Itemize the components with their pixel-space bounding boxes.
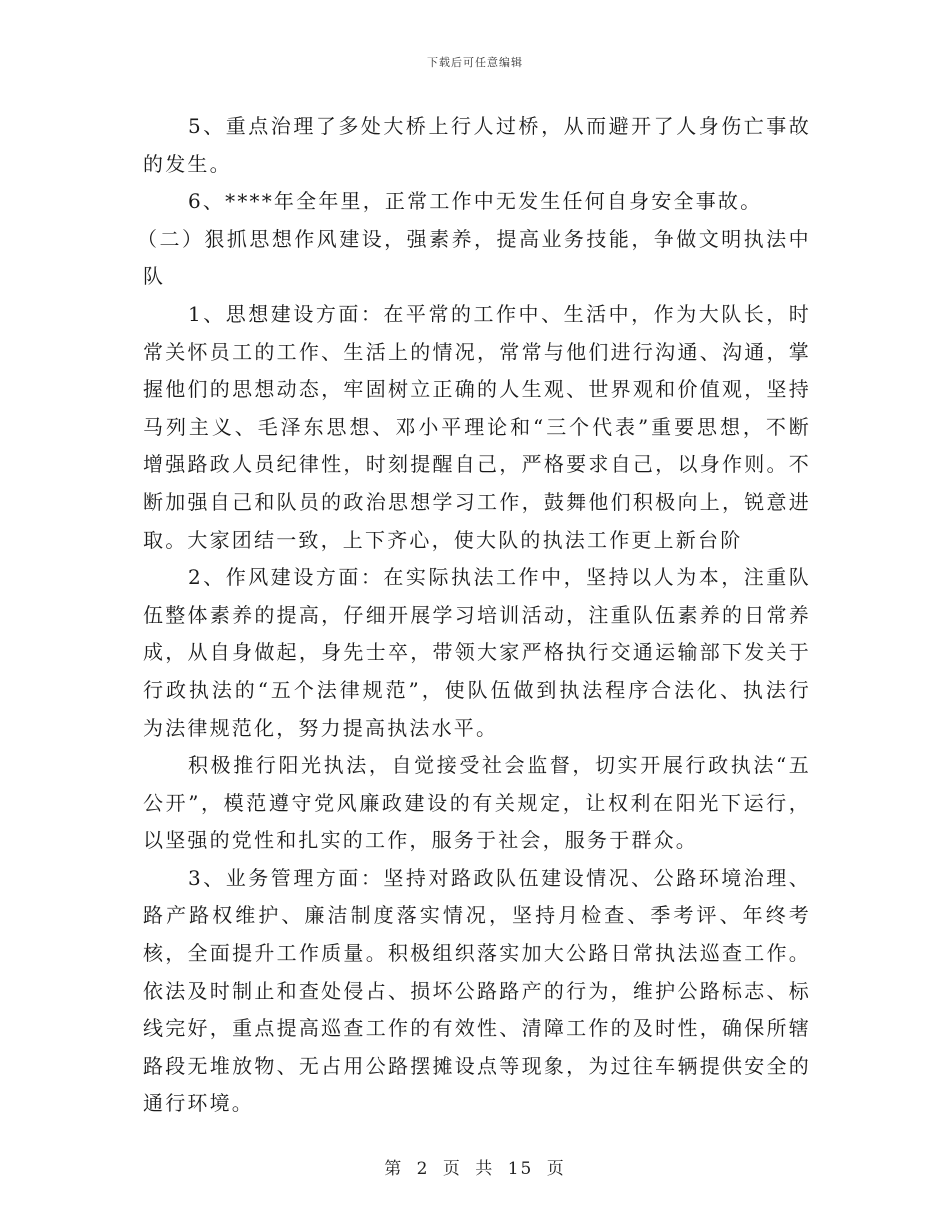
paragraph-thought-building: 1、思想建设方面：在平常的工作中、生活中，作为大队长，时常关怀员工的工作、生活上的情况，常常与他们进行沟通、沟通，掌握他们的思想动态，牢固树立正确的人生观、世界观和价值观，坚持马列主义、毛泽东思想、邓小平理论和“三个代表”重要思想，不断增强路政人员纪律性，时刻提醒自己，严格要求自己，以身作则。不断加强自己和队员的政治思想学习工作，鼓舞他们积极向上，锐意进取。大家团结一致，上下齐心，使大队的执法工作更上新台阶 <box>143 301 811 552</box>
paragraph-item-6: 6、****年全年里，正常工作中无发生任何自身安全事故。 <box>188 189 763 214</box>
document-body <box>137 108 811 1123</box>
paragraph-item-5: 5、重点治理了多处大桥上行人过桥，从而避开了人身伤亡事故的发生。 <box>143 114 811 176</box>
section-heading-2: （二）狠抓思想作风建设，强素养，提高业务技能，争做文明执法中队 <box>137 226 811 289</box>
paragraph-sunshine-enforcement: 积极推行阳光执法，自觉接受社会监督，切实开展行政执法“五公开”，模范遵守党风廉政建设的有关规定，让权利在阳光下运行，以坚强的党性和扎实的工作，服务于社会，服务于群众。 <box>143 753 811 853</box>
page-number-footer: 第 2 页 共 15 页 <box>384 1159 566 1179</box>
page-header-note: 下载后可任意编辑 <box>427 56 523 69</box>
paragraph-style-building: 2、作风建设方面：在实际执法工作中，坚持以人为本，注重队伍整体素养的提高，仔细开展学习培训活动，注重队伍素养的日常养成，从自身做起，身先士卒，带领大家严格执行交通运输部下发关于行政执法的“五个法律规范”，使队伍做到执法程序合法化、执法行为法律规范化，努力提高执法水平。 <box>143 565 811 740</box>
paragraph-business-management: 3、业务管理方面：坚持对路政队伍建设情况、公路环境治理、路产路权维护、廉洁制度落实情况，坚持月检查、季考评、年终考核，全面提升工作质量。积极组织落实加大公路日常执法巡查工作。依法及时制止和查处侵占、损坏公路路产的行为，维护公路标志、标线完好，重点提高巡查工作的有效性、清障工作的及时性，确保所辖路段无堆放物、无占用公路摆摊设点等现象，为过往车辆提供安全的通行环境。 <box>143 865 811 1116</box>
